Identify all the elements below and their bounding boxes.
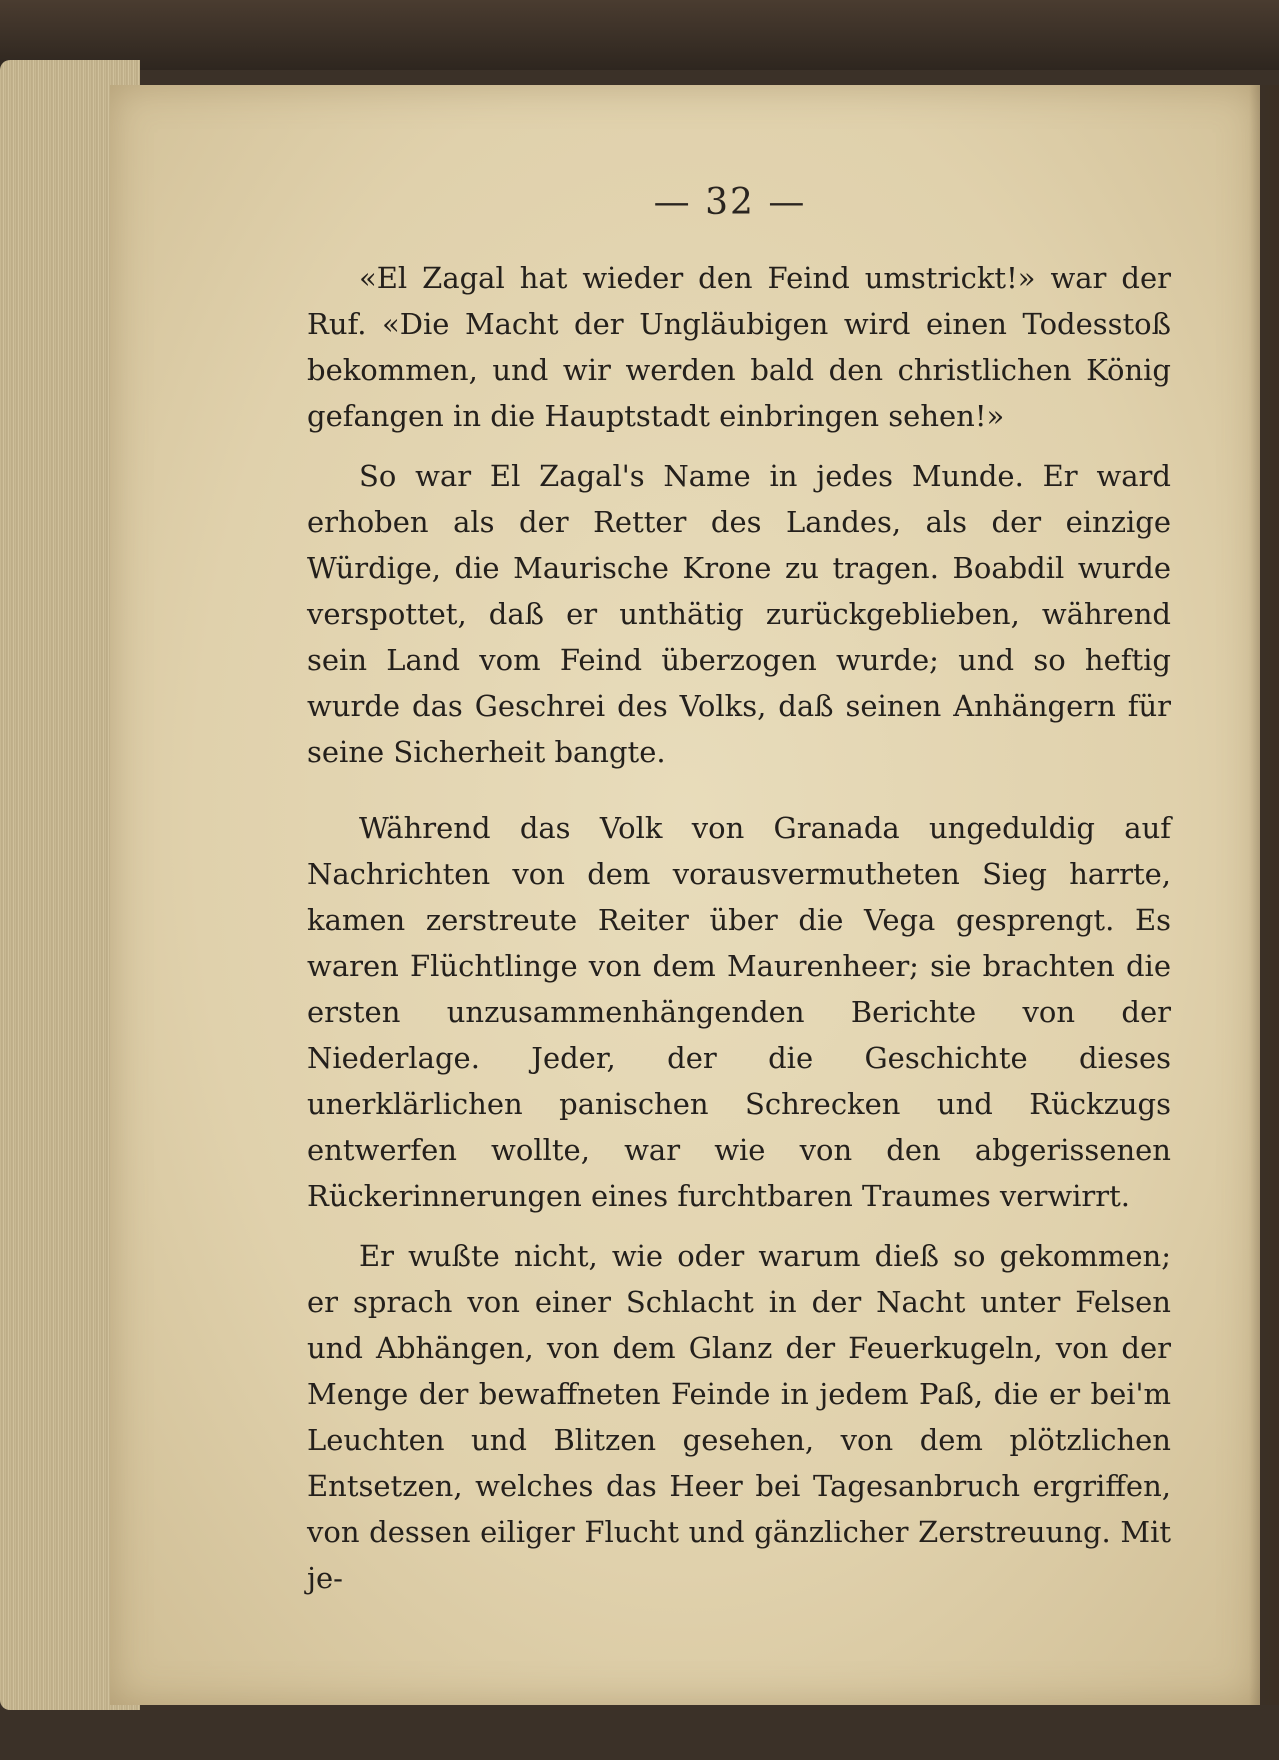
paragraph: «El Zagal hat wieder den Feind umstrickt!» war der Ruf. «Die Macht der Ungläubigen wird einen Todesstoß bekommen, und wir werden bald den christlichen König gefangen in die Hauptstadt einbringen sehen!» bbox=[307, 261, 1171, 433]
paragraph: So war El Zagal's Name in jedes Munde. Er ward erhoben als der Retter des Landes, als der einzige Würdige, die Maurische Krone zu tragen. Boabdil wurde verspottet, daß er unthätig zurückgeblieben, während sein Land vom Feind überzogen wurde; und so heftig wurde das Geschrei des Volks, daß seinen Anhängern für seine Sicherheit bangte. bbox=[307, 459, 1171, 769]
page-gutter-shadow bbox=[1249, 85, 1279, 1705]
book-cover-edge bbox=[0, 0, 1279, 70]
body-text bbox=[307, 255, 1171, 1601]
page-number: — 32 — bbox=[653, 182, 807, 223]
paragraph: Er wußte nicht, wie oder warum dieß so gekommen; er sprach von einer Schlacht in der Nacht unter Felsen und Abhängen, von dem Glanz der Feuerkugeln, von der Menge der bewaffneten Feinde in jedem Paß, die er bei'm Leuchten und Blitzen gesehen, von dem plötzlichen Entsetzen, welches das Heer bei Tagesanbruch ergriffen, von dessen eiliger Flucht und gänzlicher Zerstreuung. Mit je- bbox=[307, 1239, 1171, 1595]
paragraph: Während das Volk von Granada ungeduldig auf Nachrichten von dem vorausvermutheten Sieg harrte, kamen zerstreute Reiter über die Vega gesprengt. Es waren Flüchtlinge von dem Maurenheer; sie brachten die ersten unzusammenhängenden Berichte von der Niederlage. Jeder, der die Geschichte dieses unerklärlichen panischen Schrecken und Rückzugs entwerfen wollte, war wie von den abgerissenen Rückerinnerungen eines furchtbaren Traumes verwirrt. bbox=[307, 811, 1171, 1213]
